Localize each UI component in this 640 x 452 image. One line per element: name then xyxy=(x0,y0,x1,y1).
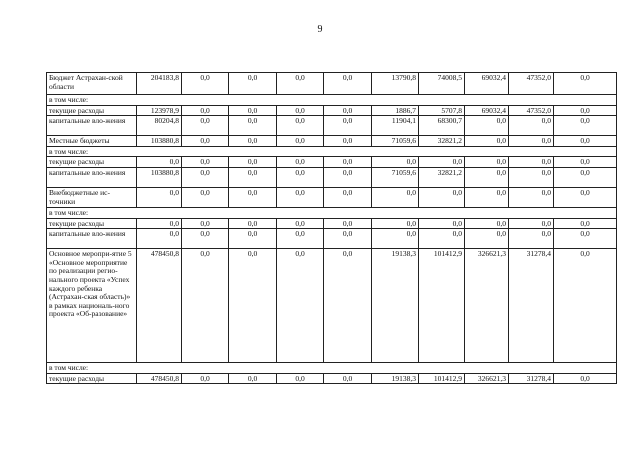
table-cell: 1886,7 xyxy=(372,105,419,116)
table-cell: 31278,4 xyxy=(509,373,554,384)
table-cell: 69032,4 xyxy=(465,73,509,95)
table-cell: 0,0 xyxy=(465,218,509,229)
table-cell: 0,0 xyxy=(324,187,372,207)
table-cell: 0,0 xyxy=(137,157,182,168)
table-cell: 0,0 xyxy=(465,187,509,207)
table-cell: 0,0 xyxy=(324,249,372,363)
table-cell: 0,0 xyxy=(277,73,324,95)
table-cell: 0,0 xyxy=(229,218,277,229)
table-cell: 0,0 xyxy=(372,229,419,249)
row-label: Местные бюджеты xyxy=(47,136,137,147)
row-label: капитальные вло-жения xyxy=(47,116,137,136)
table-cell: 0,0 xyxy=(509,218,554,229)
table-cell: 19138,3 xyxy=(372,373,419,384)
table-cell: 0,0 xyxy=(277,157,324,168)
table-cell: 0,0 xyxy=(554,373,617,384)
table-cell: 0,0 xyxy=(324,105,372,116)
table-cell: 71059,6 xyxy=(372,136,419,147)
row-label: в том числе: xyxy=(47,95,617,106)
table-cell: 80204,8 xyxy=(137,116,182,136)
table-cell: 0,0 xyxy=(509,187,554,207)
table-cell: 0,0 xyxy=(182,218,229,229)
row-label: в том числе: xyxy=(47,207,617,218)
table-cell: 0,0 xyxy=(324,373,372,384)
table-cell: 32821,2 xyxy=(419,167,465,187)
table-cell: 0,0 xyxy=(277,249,324,363)
table-cell: 326621,3 xyxy=(465,249,509,363)
table-cell: 68300,7 xyxy=(419,116,465,136)
table-cell: 0,0 xyxy=(182,157,229,168)
table-cell: 0,0 xyxy=(554,249,617,363)
table-cell: 0,0 xyxy=(324,116,372,136)
table-cell: 0,0 xyxy=(229,229,277,249)
row-label: текущие расходы xyxy=(47,105,137,116)
table-cell: 0,0 xyxy=(509,167,554,187)
table-cell: 0,0 xyxy=(277,187,324,207)
table-cell: 0,0 xyxy=(277,116,324,136)
table-cell: 0,0 xyxy=(554,116,617,136)
table-cell: 0,0 xyxy=(277,218,324,229)
table-cell: 0,0 xyxy=(554,157,617,168)
table-cell: 103880,8 xyxy=(137,167,182,187)
table-row xyxy=(47,187,617,207)
table-cell: 74008,5 xyxy=(419,73,465,95)
table-subheader-row xyxy=(47,207,617,218)
table-cell: 101412,9 xyxy=(419,249,465,363)
table-cell: 0,0 xyxy=(137,187,182,207)
table-subheader-row xyxy=(47,146,617,157)
row-label: капитальные вло-жения xyxy=(47,167,137,187)
table-cell: 0,0 xyxy=(324,136,372,147)
row-label: текущие расходы xyxy=(47,218,137,229)
table-cell: 123978,9 xyxy=(137,105,182,116)
table-cell: 0,0 xyxy=(229,249,277,363)
table-cell: 478450,8 xyxy=(137,249,182,363)
table-cell: 5707,8 xyxy=(419,105,465,116)
table-cell: 0,0 xyxy=(182,116,229,136)
table-cell: 0,0 xyxy=(554,73,617,95)
table-cell: 0,0 xyxy=(554,229,617,249)
table-cell: 0,0 xyxy=(465,157,509,168)
table-cell: 0,0 xyxy=(419,187,465,207)
table-cell: 0,0 xyxy=(419,157,465,168)
row-label: в том числе: xyxy=(47,363,617,374)
table-cell: 0,0 xyxy=(509,136,554,147)
table-cell: 0,0 xyxy=(229,157,277,168)
table-row xyxy=(47,105,617,116)
table-cell: 0,0 xyxy=(554,187,617,207)
table-cell: 47352,0 xyxy=(509,105,554,116)
table-cell: 0,0 xyxy=(277,167,324,187)
table-cell: 0,0 xyxy=(554,218,617,229)
table-cell: 0,0 xyxy=(372,218,419,229)
table-cell: 0,0 xyxy=(182,249,229,363)
row-label: Внебюджетные ис-точники xyxy=(47,187,137,207)
table-cell: 32821,2 xyxy=(419,136,465,147)
table-cell: 0,0 xyxy=(465,167,509,187)
table-cell: 0,0 xyxy=(182,136,229,147)
table-cell: 0,0 xyxy=(372,157,419,168)
table-cell: 0,0 xyxy=(465,136,509,147)
table-cell: 31278,4 xyxy=(509,249,554,363)
table-cell: 101412,9 xyxy=(419,373,465,384)
table-cell: 0,0 xyxy=(419,229,465,249)
table-row xyxy=(47,157,617,168)
table-cell: 0,0 xyxy=(277,373,324,384)
table-row xyxy=(47,373,617,384)
table-cell: 0,0 xyxy=(229,116,277,136)
table-subheader-row xyxy=(47,363,617,374)
table-row xyxy=(47,116,617,136)
table-cell: 71059,6 xyxy=(372,167,419,187)
table-row xyxy=(47,249,617,363)
table-cell: 0,0 xyxy=(182,105,229,116)
table-cell: 0,0 xyxy=(182,73,229,95)
table-cell: 0,0 xyxy=(182,229,229,249)
table-cell: 11904,1 xyxy=(372,116,419,136)
table-row xyxy=(47,136,617,147)
table-cell: 0,0 xyxy=(554,136,617,147)
table-cell: 0,0 xyxy=(509,116,554,136)
table-cell: 0,0 xyxy=(509,229,554,249)
table-row xyxy=(47,167,617,187)
table-cell: 0,0 xyxy=(182,167,229,187)
table-cell: 0,0 xyxy=(419,218,465,229)
budget-table xyxy=(46,72,617,384)
table-cell: 0,0 xyxy=(182,187,229,207)
row-label: в том числе: xyxy=(47,146,617,157)
table-row xyxy=(47,73,617,95)
table-cell: 47352,0 xyxy=(509,73,554,95)
table-cell: 0,0 xyxy=(509,157,554,168)
table-cell: 326621,3 xyxy=(465,373,509,384)
table-cell: 0,0 xyxy=(229,167,277,187)
table-cell: 0,0 xyxy=(137,218,182,229)
table-cell: 0,0 xyxy=(465,229,509,249)
table-cell: 0,0 xyxy=(277,105,324,116)
table-row xyxy=(47,218,617,229)
table-cell: 204183,8 xyxy=(137,73,182,95)
table-cell: 19138,3 xyxy=(372,249,419,363)
table-cell: 13790,8 xyxy=(372,73,419,95)
table-cell: 0,0 xyxy=(324,167,372,187)
row-label: Бюджет Астрахан-ской области xyxy=(47,73,137,95)
table-cell: 0,0 xyxy=(229,105,277,116)
table-cell: 0,0 xyxy=(229,73,277,95)
row-label: Основное меропри-ятие 5 «Основное мероприятие по реализации регио-нального проекта «Успех каждого ребенка (Астрахан-ская область)» в рамках националь-ного проекта «Об-разование» xyxy=(47,249,137,363)
table-cell: 0,0 xyxy=(229,373,277,384)
table-cell: 0,0 xyxy=(182,373,229,384)
table-cell: 103880,8 xyxy=(137,136,182,147)
table-cell: 0,0 xyxy=(324,157,372,168)
page-number: 9 xyxy=(317,24,323,35)
table-row xyxy=(47,229,617,249)
table-cell: 0,0 xyxy=(324,218,372,229)
table-cell: 0,0 xyxy=(554,105,617,116)
table-cell: 0,0 xyxy=(324,73,372,95)
table-cell: 0,0 xyxy=(372,187,419,207)
table-cell: 0,0 xyxy=(465,116,509,136)
row-label: текущие расходы xyxy=(47,373,137,384)
table-cell: 0,0 xyxy=(324,229,372,249)
table-cell: 0,0 xyxy=(277,136,324,147)
table-cell: 0,0 xyxy=(229,136,277,147)
row-label: капитальные вло-жения xyxy=(47,229,137,249)
table-cell: 0,0 xyxy=(137,229,182,249)
row-label: текущие расходы xyxy=(47,157,137,168)
table-cell: 69032,4 xyxy=(465,105,509,116)
table-cell: 0,0 xyxy=(229,187,277,207)
table-cell: 0,0 xyxy=(554,167,617,187)
table-subheader-row xyxy=(47,95,617,106)
table-cell: 478450,8 xyxy=(137,373,182,384)
table-cell: 0,0 xyxy=(277,229,324,249)
